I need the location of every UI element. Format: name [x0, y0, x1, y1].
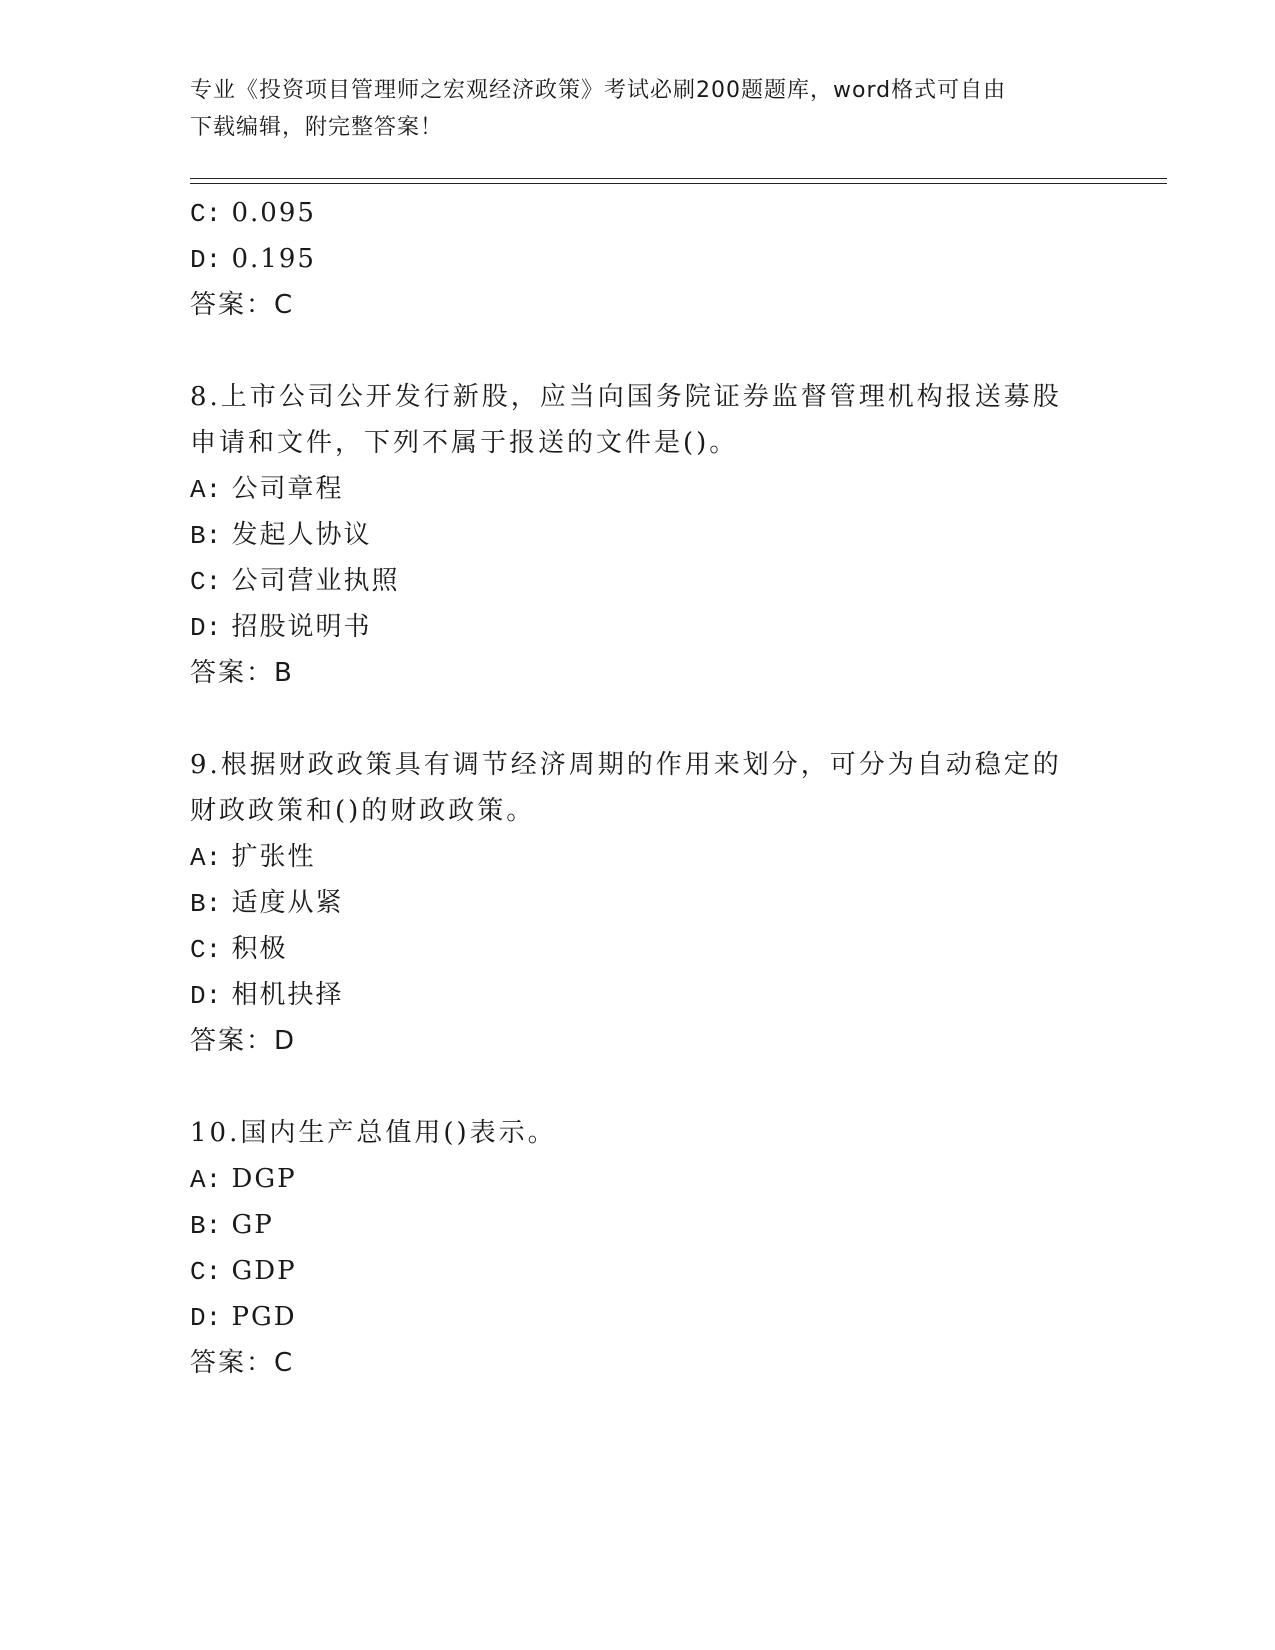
- option-letter: C:: [190, 199, 222, 229]
- page-header: [190, 72, 1080, 146]
- question-stem-line: 10.国内生产总值用()表示。: [190, 1118, 557, 1148]
- option-d: [190, 604, 1090, 650]
- option-letter: B:: [190, 1211, 222, 1241]
- prev-question-block: [190, 190, 1090, 328]
- spacer: [190, 696, 1090, 742]
- question-list: [190, 190, 1090, 1386]
- question-stem-line: 8.上市公司公开发行新股，应当向国务院证券监督管理机构报送募股: [190, 382, 1062, 412]
- option-text: PGD: [231, 1302, 297, 1332]
- option-letter: A:: [190, 1165, 222, 1195]
- option-d: [190, 972, 1090, 1018]
- option-letter: C:: [190, 935, 222, 965]
- option-letter: D:: [190, 245, 222, 275]
- option-a: [190, 1156, 1090, 1202]
- option-text: 相机抉择: [231, 980, 344, 1010]
- option-text: DGP: [231, 1164, 297, 1194]
- option-c: [190, 558, 1090, 604]
- question-10: [190, 1110, 1090, 1386]
- question-9: [190, 742, 1090, 1064]
- option-text: 招股说明书: [231, 612, 372, 642]
- option-letter: A:: [190, 843, 222, 873]
- option-b: [190, 512, 1090, 558]
- question-stem-line: 9.根据财政政策具有调节经济周期的作用来划分，可分为自动稳定的: [190, 750, 1062, 780]
- header-divider-top: [190, 178, 1167, 179]
- answer-label: 答案：D: [190, 1026, 297, 1056]
- option-letter: C:: [190, 567, 222, 597]
- option-letter: D:: [190, 1303, 222, 1333]
- option-c: [190, 190, 1090, 236]
- header-line-1: 专业《投资项目管理师之宏观经济政策》考试必刷200题题库，word格式可自由: [190, 78, 1007, 103]
- question-8: [190, 374, 1090, 696]
- answer-label: 答案：C: [190, 290, 295, 320]
- option-text: 适度从紧: [231, 888, 344, 918]
- header-divider-bottom: [190, 183, 1167, 184]
- option-a: [190, 834, 1090, 880]
- option-d: [190, 236, 1090, 282]
- option-text: 积极: [231, 934, 288, 964]
- option-letter: D:: [190, 613, 222, 643]
- option-b: [190, 880, 1090, 926]
- spacer: [190, 1064, 1090, 1110]
- option-c: [190, 926, 1090, 972]
- answer-label: 答案：C: [190, 1348, 295, 1378]
- question-stem-line: 申请和文件，下列不属于报送的文件是()。: [190, 428, 739, 458]
- option-b: [190, 1202, 1090, 1248]
- option-text: 0.095: [231, 198, 316, 228]
- option-letter: C:: [190, 1257, 222, 1287]
- option-text: 发起人协议: [231, 520, 372, 550]
- option-letter: B:: [190, 521, 222, 551]
- question-stem-line: 财政政策和()的财政政策。: [190, 796, 536, 826]
- option-text: GP: [231, 1210, 274, 1240]
- option-text: GDP: [231, 1256, 297, 1286]
- answer-label: 答案：B: [190, 658, 294, 688]
- option-text: 公司章程: [231, 474, 344, 504]
- option-letter: B:: [190, 889, 222, 919]
- option-text: 扩张性: [231, 842, 316, 872]
- header-line-2: 下载编辑，附完整答案！: [190, 115, 444, 140]
- option-letter: A:: [190, 475, 222, 505]
- option-letter: D:: [190, 981, 222, 1011]
- option-text: 0.195: [231, 244, 316, 274]
- option-a: [190, 466, 1090, 512]
- spacer: [190, 328, 1090, 374]
- option-text: 公司营业执照: [231, 566, 400, 596]
- option-c: [190, 1248, 1090, 1294]
- option-d: [190, 1294, 1090, 1340]
